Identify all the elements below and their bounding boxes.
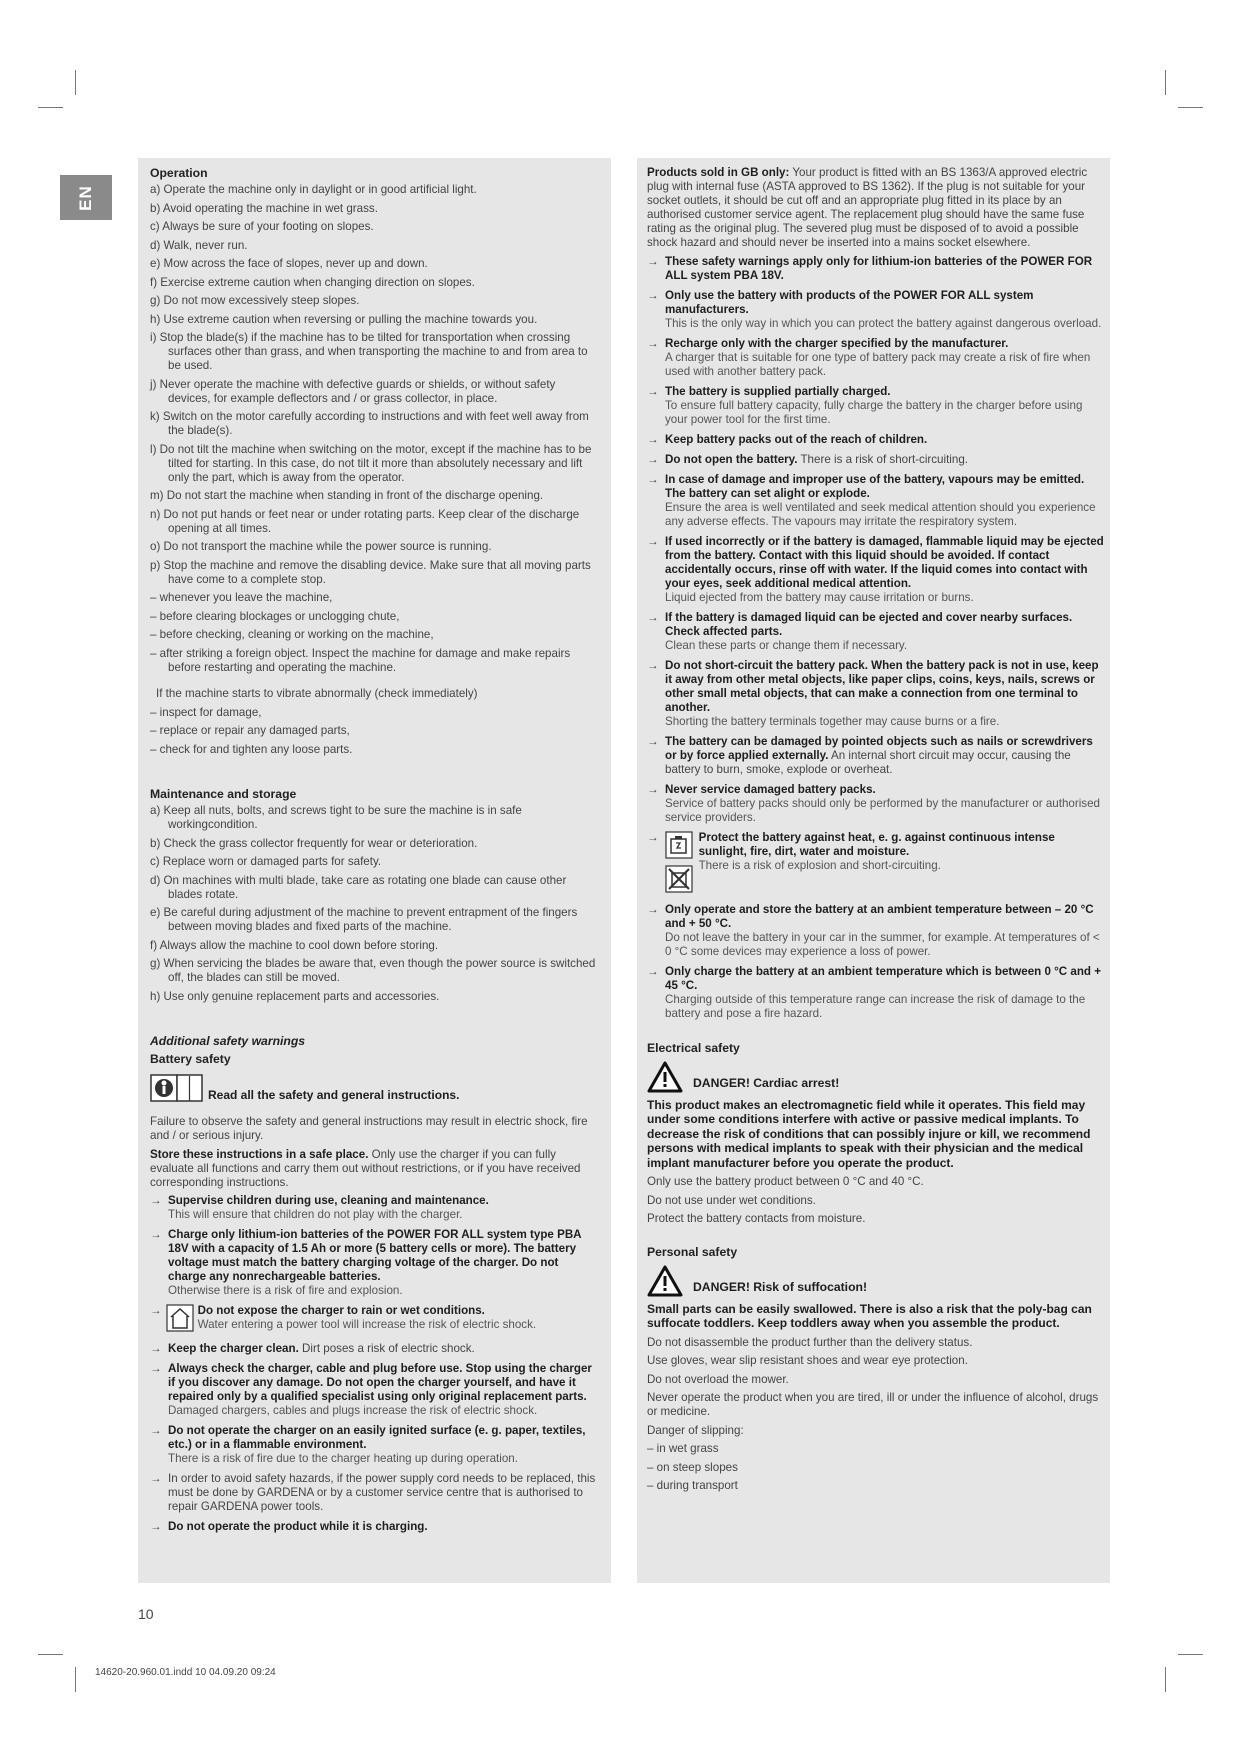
warning-sub: Shorting the battery terminals together may cause burns or a fire. xyxy=(665,714,1000,728)
arrow-icon: → xyxy=(647,782,659,796)
personal-danger xyxy=(647,1265,1104,1300)
crop-mark xyxy=(1165,1667,1166,1692)
page-number: 10 xyxy=(138,1606,154,1622)
arrow-warning xyxy=(647,535,1104,605)
text-line: Never operate the product when you are tired, ill or under the influence of alcohol, drugs or medicine. xyxy=(647,1391,1099,1418)
warning-sub: Damaged chargers, cables and plugs increase the risk of electric shock. xyxy=(168,1404,538,1417)
failure-text: Failure to observe the safety and general instructions may result in electric shock, fire and / or serious injury. xyxy=(150,1115,588,1142)
arrow-warning xyxy=(647,337,1104,379)
arrow-warning xyxy=(150,1342,599,1356)
rain-warning xyxy=(150,1304,599,1336)
battery-safety-heading: Battery safety xyxy=(150,1052,231,1066)
language-tab xyxy=(60,175,112,220)
warning-sub: Ensure the area is well ventilated and seek medical attention should you experience any adverse effects. The vapours may irritate the respiratory system. xyxy=(665,500,1096,528)
warning-sub: Otherwise there is a risk of fire and explosion. xyxy=(168,1284,403,1297)
gb-text xyxy=(647,166,1104,250)
arrow-warning xyxy=(647,289,1104,331)
arrow-icon: → xyxy=(150,1520,162,1533)
crop-mark xyxy=(75,1667,76,1692)
warning-inline: An internal short circuit may occur, causing the battery to burn, smoke, explode or overheat. xyxy=(665,748,1071,776)
list-item: – in wet grass xyxy=(647,1442,719,1455)
warning-bold: The battery can be damaged by pointed objects such as nails or screwdrivers or by force applied externally. xyxy=(665,734,1093,762)
list-item: a) Operate the machine only in daylight or in good artificial light. xyxy=(150,183,477,196)
personal-heading: Personal safety xyxy=(647,1244,738,1259)
warning-sub: This will ensure that children do not play with the charger. xyxy=(168,1208,463,1221)
additional-heading: Additional safety warnings xyxy=(150,1034,306,1048)
slip-intro: Danger of slipping: xyxy=(647,1423,744,1437)
list-item: – check for and tighten any loose parts. xyxy=(150,742,353,756)
list-item: d) On machines with multi blade, take care as rotating one blade can cause other blades rotate. xyxy=(150,873,567,901)
list-item: n) Do not put hands or feet near or under rotating parts. Keep clear of the discharge opening at all times. xyxy=(150,507,580,535)
slip-list xyxy=(647,1442,1104,1493)
text-line: Do not overload the mower. xyxy=(647,1372,789,1386)
arrow-warning xyxy=(647,473,1104,529)
arrow-icon: → xyxy=(647,964,659,978)
arrow-icon: → xyxy=(150,1362,162,1375)
protect-bold: Protect the battery against heat, e. g. against continuous intense sunlight, fire, dirt, water and moisture. xyxy=(698,830,1055,858)
list-item: p) Stop the machine and remove the disabling device. Make sure that all moving parts have come to a complete stop. xyxy=(150,558,591,586)
arrow-warning xyxy=(647,433,1104,447)
gb-rest: Your product is fitted with an BS 1363/A approved electric plug with internal fuse (ASTA approved to BS 1362). If the plug is not suitable for your socket outlets, it should be cut off and an appropriate plug fitted in its place by an authorised customer service agent. The replacement plug should have the same fuse rating as the original plug. The severed plug must be disposed of to avoid a possible shock hazard and should never be inserted into a mains socket elsewhere. xyxy=(647,166,1088,249)
warning-sub: To ensure full battery capacity, fully charge the battery in the charger before using your power tool for the first time. xyxy=(665,398,1083,426)
arrow-warning xyxy=(647,255,1104,283)
list-item: – before clearing blockages or unclogging chute, xyxy=(150,609,400,623)
store-rest: Only use the charger if you can fully evaluate all functions and carry them out without restrictions, or if you have received corresponding instructions. xyxy=(150,1147,581,1189)
battery-warnings-2 xyxy=(647,903,1104,1021)
warning-bold: Keep the charger clean. xyxy=(168,1342,299,1355)
maintenance-heading: Maintenance and storage xyxy=(150,787,297,801)
protect-warning xyxy=(647,831,1104,897)
operation-dash-list xyxy=(150,591,599,675)
arrow-icon: → xyxy=(150,1342,162,1355)
text-line: Use gloves, wear slip resistant shoes and wear eye protection. xyxy=(647,1354,968,1367)
read-manual-icon xyxy=(150,1074,204,1109)
list-item: – during transport xyxy=(647,1479,738,1492)
additional-warnings-2 xyxy=(150,1342,599,1534)
warning-bold: The battery is supplied partially charged. xyxy=(665,384,891,398)
list-item: h) Use only genuine replacement parts and accessories. xyxy=(150,989,440,1003)
text-line: Do not use under wet conditions. xyxy=(647,1193,816,1207)
list-item: b) Check the grass collector frequently for wear or deterioration. xyxy=(150,836,478,850)
warning-sub: Do not leave the battery in your car in the summer, for example. At temperatures of < 0 °C some devices may experience a loss of power. xyxy=(665,930,1100,958)
crop-mark xyxy=(38,1654,63,1655)
store-bold: Store these instructions in a safe place. xyxy=(150,1147,369,1161)
list-item: g) Do not mow excessively steep slopes. xyxy=(150,294,360,307)
crop-mark xyxy=(38,107,63,108)
warning-bold: Recharge only with the charger specified by the manufacturer. xyxy=(665,336,1009,350)
warning-bold: In case of damage and improper use of the battery, vapours may be emitted. The battery can set alight or explode. xyxy=(665,472,1085,500)
arrow-icon: → xyxy=(647,432,659,446)
warning-bold: Do not short-circuit the battery pack. When the battery pack is not in use, keep it away from other metal objects, like paper clips, coins, keys, nails, screws or other small metal objects, that can make a connection from one terminal to another. xyxy=(665,658,1099,714)
warning-inline: Dirt poses a risk of electric shock. xyxy=(298,1342,475,1355)
warning-bold: Charge only lithium-ion batteries of the POWER FOR ALL system type PBA 18V with a capacity of 1.5 Ah or more (5 battery cells or more). The battery voltage must match the battery charging voltage of the charger. Do not charge any nonrechargeable batteries. xyxy=(168,1228,582,1283)
list-item: e) Be careful during adjustment of the machine to prevent entrapment of the fingers between moving blades and fixed parts of the machine. xyxy=(150,906,578,933)
right-column xyxy=(637,158,1110,1583)
warning-sub: There is a risk of fire due to the charger heating up during operation. xyxy=(168,1452,518,1465)
battery-heat-icon xyxy=(665,831,693,863)
list-item: b) Avoid operating the machine in wet grass. xyxy=(150,201,378,215)
list-item: c) Replace worn or damaged parts for safety. xyxy=(150,855,382,868)
arrow-icon: → xyxy=(150,1228,162,1241)
text-line: Only use the battery product between 0 °C and 40 °C. xyxy=(647,1175,924,1188)
electrical-lines xyxy=(647,1175,1104,1226)
arrow-warning xyxy=(647,611,1104,653)
arrow-icon: → xyxy=(647,658,659,672)
list-item: c) Always be sure of your footing on slopes. xyxy=(150,220,374,233)
list-item: – replace or repair any damaged parts, xyxy=(150,724,350,737)
list-item: h) Use extreme caution when reversing or pulling the machine towards you. xyxy=(150,312,538,326)
list-item: – before checking, cleaning or working on the machine, xyxy=(150,628,434,641)
list-item: o) Do not transport the machine while the power source is running. xyxy=(150,540,492,553)
list-item: l) Do not tilt the machine when switching on the motor, except if the machine has to be tilted for starting. In this case, do not tilt it more than absolutely necessary and lift only the part, which is away from the operator. xyxy=(150,442,592,484)
rain-bold: Do not expose the charger to rain or wet conditions. xyxy=(197,1304,485,1317)
warning-bold: Only charge the battery at an ambient temperature which is between 0 °C and + 45 °C. xyxy=(665,964,1101,992)
list-item: m) Do not start the machine when standing in front of the discharge opening. xyxy=(150,489,544,502)
battery-warnings xyxy=(647,255,1104,825)
arrow-warning xyxy=(647,783,1104,825)
operation-heading: Operation xyxy=(150,166,208,180)
arrow-warning xyxy=(647,735,1104,777)
warning-triangle-icon xyxy=(647,1061,683,1096)
arrow-warning xyxy=(150,1194,599,1222)
warning-bold: Keep battery packs out of the reach of children. xyxy=(665,432,928,446)
list-item: k) Switch on the motor carefully according to instructions and with feet well away from the blade(s). xyxy=(150,410,589,437)
arrow-icon: → xyxy=(647,336,659,350)
crop-mark xyxy=(75,70,76,95)
no-fire-icon xyxy=(665,865,693,897)
arrow-warning xyxy=(150,1424,599,1466)
operation-list xyxy=(150,183,599,587)
vibrate-intro: If the machine starts to vibrate abnormally (check immediately) xyxy=(156,687,478,700)
list-item: – inspect for damage, xyxy=(150,705,262,719)
crop-mark xyxy=(1165,70,1166,95)
vibrate-list xyxy=(150,706,599,757)
arrow-icon: → xyxy=(647,452,659,466)
personal-danger-text: DANGER! Risk of suffocation! xyxy=(693,1280,868,1294)
warning-inline: In order to avoid safety hazards, if the power supply cord needs to be replaced, this must be done by GARDENA or by a customer service centre that is authorised to repair GARDENA power tools. xyxy=(168,1472,596,1513)
arrow-icon: → xyxy=(647,472,659,486)
warning-bold: Only operate and store the battery at an ambient temperature between – 20 °C and + 50 °C. xyxy=(665,902,1094,930)
text-line: Do not disassemble the product further than the delivery status. xyxy=(647,1335,973,1349)
warning-sub: Service of battery packs should only be performed by the manufacturer or authorised service providers. xyxy=(665,796,1100,824)
warning-bold: Do not operate the charger on an easily ignited surface (e. g. paper, textiles, etc.) or in a flammable environment. xyxy=(168,1424,586,1451)
arrow-icon: → xyxy=(647,384,659,398)
warning-sub: Clean these parts or change them if necessary. xyxy=(665,638,908,652)
arrow-icon: → xyxy=(150,1194,162,1207)
arrow-warning xyxy=(647,965,1104,1021)
list-item: e) Mow across the face of slopes, never up and down. xyxy=(150,257,428,270)
warning-bold: Do not open the battery. xyxy=(665,452,798,466)
arrow-warning xyxy=(150,1520,599,1534)
warning-sub: Charging outside of this temperature range can increase the risk of damage to the battery and pose a fire hazard. xyxy=(665,992,1086,1020)
warning-triangle-icon xyxy=(647,1265,683,1300)
warning-bold: If used incorrectly or if the battery is damaged, flammable liquid may be ejected from the battery. Contact with this liquid should be avoided. If contact accidentally occurs, rinse off with water. If the liquid comes into contact with your eyes, seek additional medical attention. xyxy=(665,534,1104,590)
personal-bold-para: Small parts can be easily swallowed. There is also a risk that the poly-bag can suffocate toddlers. Keep toddlers away when you assemble the product. xyxy=(647,1301,1092,1330)
list-item: d) Walk, never run. xyxy=(150,238,248,252)
arrow-warning xyxy=(150,1472,599,1514)
arrow-warning xyxy=(150,1362,599,1418)
arrow-icon: → xyxy=(647,902,659,916)
list-item: – after striking a foreign object. Inspect the machine for damage and make repairs before restarting and operating the machine. xyxy=(150,646,571,674)
electrical-bold-para: This product makes an electromagnetic field while it operates. This field may under some conditions interfere with active or passive medical implants. To decrease the risk of conditions that can possibly injure or kill, we recommend persons with medical implants to speak with their physician and the medical implant manufacturer before you operate the product. xyxy=(647,1097,1091,1170)
gb-bold: Products sold in GB only: xyxy=(647,166,790,179)
house-rain-icon xyxy=(166,1304,194,1336)
arrow-warning xyxy=(150,1228,599,1298)
crop-mark xyxy=(1178,1654,1203,1655)
electrical-danger-text: DANGER! Cardiac arrest! xyxy=(693,1076,840,1090)
electrical-danger xyxy=(647,1061,1104,1096)
read-all-line xyxy=(150,1074,599,1109)
arrow-warning xyxy=(647,385,1104,427)
read-all-text: Read all the safety and general instructions. xyxy=(208,1088,460,1102)
rain-sub: Water entering a power tool will increase the risk of electric shock. xyxy=(197,1318,537,1331)
left-column xyxy=(138,158,611,1583)
warning-bold: Always check the charger, cable and plug before use. Stop using the charger if you discover any damage. Do not open the charger yourself, and have it repaired only by a qualified specialist using only original replacement parts. xyxy=(168,1362,592,1403)
electrical-heading: Electrical safety xyxy=(647,1040,740,1055)
additional-warnings xyxy=(150,1194,599,1298)
list-item: – on steep slopes xyxy=(647,1460,738,1474)
arrow-icon: → xyxy=(150,1472,162,1485)
arrow-icon: → xyxy=(150,1304,162,1317)
arrow-warning xyxy=(647,453,1104,467)
list-item: j) Never operate the machine with defective guards or shields, or without safety devices, for example deflectors and / or grass collector, in place. xyxy=(150,377,556,405)
arrow-icon: → xyxy=(647,254,659,268)
warning-sub: Liquid ejected from the battery may cause irritation or burns. xyxy=(665,590,974,604)
list-item: – whenever you leave the machine, xyxy=(150,591,333,604)
warning-bold: Only use the battery with products of the POWER FOR ALL system manufacturers. xyxy=(665,288,1034,316)
crop-mark xyxy=(1178,107,1203,108)
arrow-icon: → xyxy=(647,610,659,624)
footer-file-info: 14620-20.960.01.indd 10 04.09.20 09:24 xyxy=(95,1667,276,1678)
personal-lines xyxy=(647,1336,1104,1420)
warning-bold: Do not operate the product while it is charging. xyxy=(168,1520,428,1533)
text-line: Protect the battery contacts from moisture. xyxy=(647,1212,866,1225)
arrow-icon: → xyxy=(647,534,659,548)
warning-bold: If the battery is damaged liquid can be ejected and cover nearby surfaces. Check affected parts. xyxy=(665,610,1073,638)
list-item: a) Keep all nuts, bolts, and screws tight to be sure the machine is in safe workingcondition. xyxy=(150,804,522,831)
list-item: g) When servicing the blades be aware that, even though the power source is switched off, the blades can still be moved. xyxy=(150,957,596,984)
warning-bold: Supervise children during use, cleaning and maintenance. xyxy=(168,1194,489,1207)
maintenance-list xyxy=(150,804,599,1004)
list-item: i) Stop the blade(s) if the machine has to be tilted for transportation when crossing surfaces other than grass, and when transporting the machine to and from area to be used. xyxy=(150,331,588,372)
arrow-warning xyxy=(647,659,1104,729)
arrow-icon: → xyxy=(647,734,659,748)
protect-sub: There is a risk of explosion and short-circuiting. xyxy=(698,858,941,872)
list-item: f) Always allow the machine to cool down before storing. xyxy=(150,938,439,952)
store-text xyxy=(150,1148,599,1190)
warning-bold: Never service damaged battery packs. xyxy=(665,782,876,796)
warning-inline: There is a risk of short-circuiting. xyxy=(797,452,968,466)
warning-bold: These safety warnings apply only for lithium-ion batteries of the POWER FOR ALL system PBA 18V. xyxy=(665,254,1093,282)
arrow-icon: → xyxy=(647,830,659,844)
list-item: f) Exercise extreme caution when changing direction on slopes. xyxy=(150,275,475,289)
language-tab-label: EN xyxy=(76,184,95,211)
arrow-icon: → xyxy=(647,288,659,302)
arrow-icon: → xyxy=(150,1424,162,1437)
warning-sub: A charger that is suitable for one type of battery pack may create a risk of fire when used with another battery pack. xyxy=(665,350,1091,378)
arrow-warning xyxy=(647,903,1104,959)
warning-sub: This is the only way in which you can protect the battery against dangerous overload. xyxy=(665,316,1102,330)
